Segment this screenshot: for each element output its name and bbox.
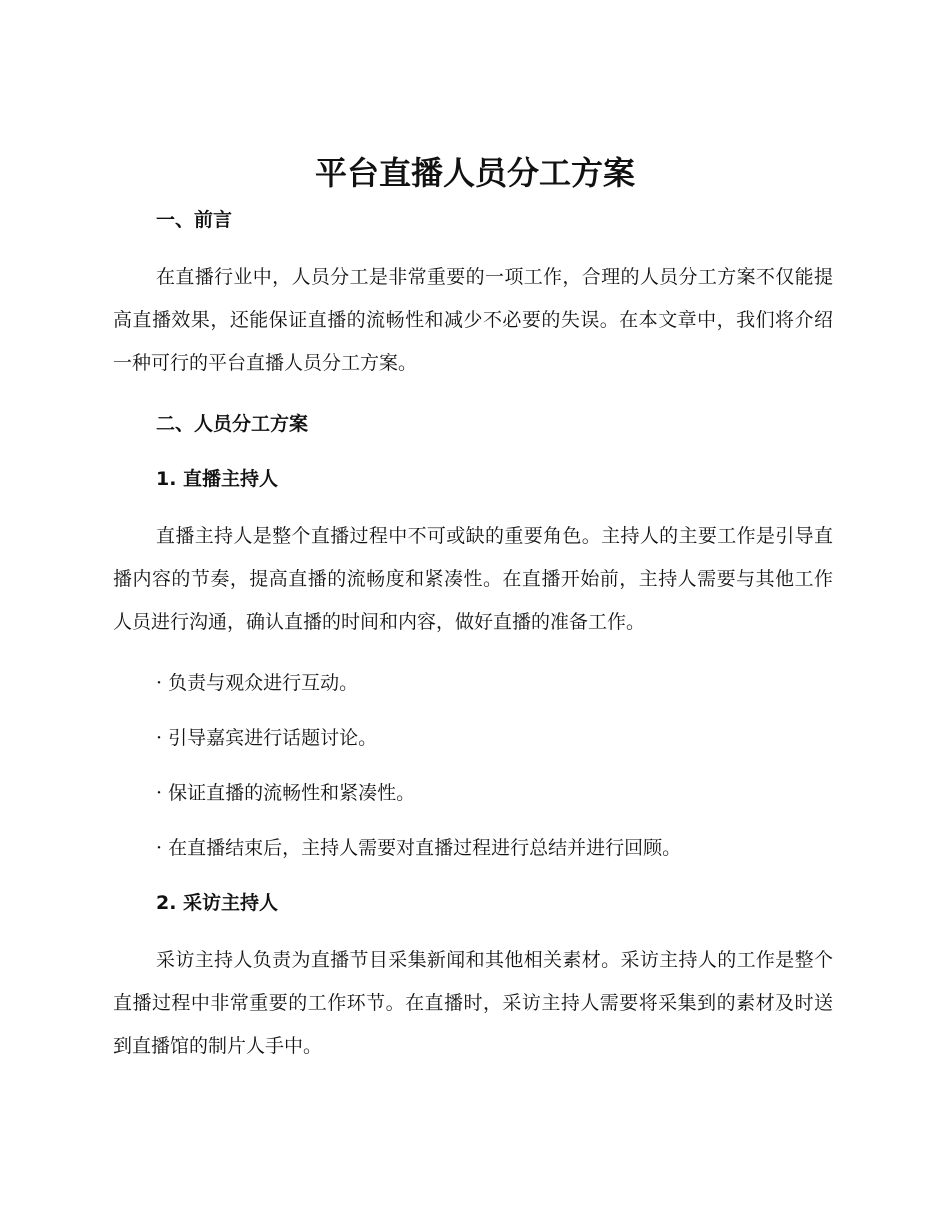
- host-bullet-item: · 保证直播的流畅性和紧凑性。: [156, 782, 416, 804]
- document-body: [113, 201, 833, 1080]
- host-bullet-item: · 在直播结束后，主持人需要对直播过程进行总结并进行回顾。: [156, 837, 682, 859]
- host-bullet-item: · 负责与观众进行互动。: [156, 672, 359, 694]
- section-heading-intro: 一、前言: [156, 209, 233, 231]
- host-bullet-item: · 引导嘉宾进行话题讨论。: [156, 727, 378, 749]
- intro-paragraph: 在直播行业中，人员分工是非常重要的一项工作，合理的人员分工方案不仅能提高直播效果，还能保证直播的流畅性和减少不必要的失误。在本文章中，我们将介绍一种可行的平台直播人员分工方案。: [113, 266, 833, 374]
- document-title: 平台直播人员分工方案: [314, 154, 635, 192]
- section-heading-plan: 二、人员分工方案: [156, 413, 309, 435]
- subheading-reporter: 2. 采访主持人: [156, 892, 279, 914]
- subheading-host: 1. 直播主持人: [156, 468, 279, 490]
- reporter-paragraph: 采访主持人负责为直播节目采集新闻和其他相关素材。采访主持人的工作是整个直播过程中非常重要的工作环节。在直播时，采访主持人需要将采集到的素材及时送到直播馆的制片人手中。: [113, 949, 833, 1057]
- host-paragraph: 直播主持人是整个直播过程中不可或缺的重要角色。主持人的主要工作是引导直播内容的节奏，提高直播的流畅度和紧凑性。在直播开始前，主持人需要与其他工作人员进行沟通，确认直播的时间和内容，做好直播的准备工作。: [113, 525, 833, 633]
